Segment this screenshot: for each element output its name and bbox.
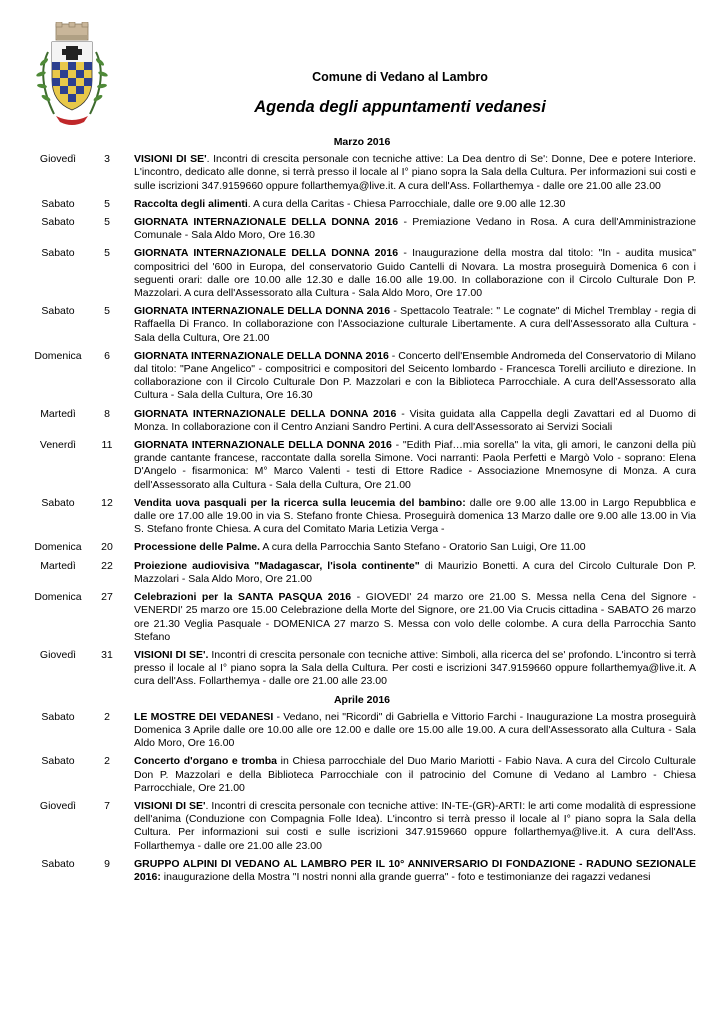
event-weekday: Domenica xyxy=(34,541,82,554)
event-description xyxy=(126,649,696,689)
month-heading: Aprile 2016 xyxy=(333,693,391,706)
event-weekday: Venerdì xyxy=(39,439,77,452)
event-weekday: Sabato xyxy=(41,216,75,229)
month-heading: Marzo 2016 xyxy=(333,136,391,148)
event-description xyxy=(126,247,696,300)
event-weekday: Sabato xyxy=(41,755,75,768)
event-description xyxy=(126,198,696,211)
event-body: - Visita guidata alla Cappella degli Zavattari ed al Duomo di Monza. In collaborazione con il Centro Anziani Sandro Pertini. A cura dell'Assessorato ai Servizi Sociali xyxy=(134,407,696,433)
event-date: 27 xyxy=(101,591,113,604)
event-row xyxy=(28,755,696,795)
event-description xyxy=(126,800,696,853)
event-body: - Inaugurazione della mostra dal titolo: "In - audita musica" compositrici del '600 in Europa, del conservatorio Guido Cantelli di Novara. La mostra proseguirà Domenica 6 con i seguenti orari: dalle ore 10.00 alle 12.30 e dalle 16.00 alle 19.00. In collaborazione con il Circolo Culturale Don P. Mazzolari. A cura dell'Assessorato alla Cultura - Sala Aldo Moro, Ore 17.00 xyxy=(134,247,696,300)
event-weekday: Giovedì xyxy=(39,153,77,166)
event-row xyxy=(28,858,696,884)
event-body: - Vedano, nei "Ricordi" di Gabriella e Vittorio Farchi - Inaugurazione La mostra proseguirà Domenica 3 Aprile dalle ore 10.00 alle ore 12.00 e dalle ore 15.00 alle 19.00. A cura dell'Assessorato alla Cultura - Sala Aldo Moro, Ore 16.00 xyxy=(134,710,696,750)
event-row xyxy=(28,711,696,751)
event-date: 5 xyxy=(104,216,110,229)
event-date: 20 xyxy=(101,541,113,554)
event-row xyxy=(28,408,696,434)
event-title: GRUPPO ALPINI DI VEDANO AL LAMBRO PER IL 10° ANNIVERSARIO DI FONDAZIONE - RADUNO SEZIONALE 2016: xyxy=(134,857,696,883)
event-title: GIORNATA INTERNAZIONALE DELLA DONNA 2016 xyxy=(134,216,399,229)
event-body: - "Edith Piaf…mia sorella" la vita, gli amori, le canzoni della più grande cantante francese, raccontate dalla sorella Simone. Voci narranti: Paola Perfetti e Margò Volo - soprano: Elena D'Angelo - fisarmonica: M° Marco Valenti - testi di Ettore Radice - Associazione Mnemosyne di Monza. A cura dell'Assessorato alla Cultura - Sala della Cultura, Ore 21.00 xyxy=(134,439,696,491)
event-body: in Chiesa parrocchiale del Duo Mario Mariotti - Fabio Nava. A cura del Circolo Culturale Don P. Mazzolari e della Biblioteca Parrocchiale con il patrocinio del Comune di Vedano al Lambro - Chiesa Parrocchiale, Ore 21.00 xyxy=(134,755,696,794)
event-weekday: Giovedì xyxy=(39,648,77,661)
event-description xyxy=(126,591,696,644)
event-row xyxy=(28,497,696,537)
event-description xyxy=(126,350,696,403)
event-row xyxy=(28,305,696,345)
event-title: Raccolta degli alimenti xyxy=(134,197,248,210)
event-date: 6 xyxy=(104,349,110,362)
event-body: Incontri di crescita personale con tecniche attive: Simboli, alla ricerca del se' profondo. L'incontro si terrà presso il locale al I° piano sopra la Sala della Cultura. Per costi e iscrizioni 347.9159660 oppure follarthemya@live.it. A cura dell'Ass. Follarthemya - dalle ore 21.00 alle 23.00 xyxy=(134,648,697,688)
event-weekday: Sabato xyxy=(41,305,75,318)
event-title: Celebrazioni per la SANTA PASQUA 2016 xyxy=(134,591,352,604)
event-title: GIORNATA INTERNAZIONALE DELLA DONNA 2016 xyxy=(134,349,389,362)
event-weekday: Martedì xyxy=(40,559,76,572)
event-body: - Premiazione Vedano in Rosa. A cura dell'Amministrazione Comunale - Sala Aldo Moro, Ore 16.30 xyxy=(134,216,696,242)
event-title: Concerto d'organo e tromba xyxy=(134,755,277,768)
event-weekday: Martedì xyxy=(40,407,76,420)
event-row xyxy=(28,350,696,403)
coat-of-arms-icon xyxy=(26,22,118,130)
event-row xyxy=(28,198,696,211)
event-weekday: Sabato xyxy=(41,710,75,723)
event-description xyxy=(126,711,696,751)
event-body: - GIOVEDI' 24 marzo ore 21.00 S. Messa nella Cena del Signore - VENERDI' 25 marzo ore 15.00 Celebrazione della Morte del Signore, ore 21.00 Via Crucis cittadina - SABATO 26 marzo ore 21.30 Veglia Pasquale - DOMENICA 27 marzo S. Messa con volo delle colombe. A cura della Parrocchia Santo Stefano xyxy=(134,591,696,643)
event-title: VISIONI DI SE' xyxy=(134,799,206,812)
event-date: 2 xyxy=(104,710,110,723)
event-row xyxy=(28,216,696,242)
event-description xyxy=(126,216,696,242)
event-date: 31 xyxy=(101,648,113,661)
event-description xyxy=(126,497,696,537)
event-date: 11 xyxy=(101,439,113,452)
event-body: . Incontri di crescita personale con tecniche attive: La Dea dentro di Se': Donne, Dee e potere Interiore. L'incontro, dedicato alle donne, si terrà presso il locale al I° piano sopra la Sala della Cultura. Per informazioni sui costi e sulle iscrizioni 347.9159660 oppure follarthemya@live.it. A cura dell'Ass. Follarthemya - dalle ore 21.00 alle 23.00 xyxy=(134,153,696,192)
event-body: . A cura della Caritas - Chiesa Parrocchiale, dalle ore 9.00 alle 12.30 xyxy=(247,197,566,210)
event-weekday: Giovedì xyxy=(39,799,77,812)
event-weekday: Sabato xyxy=(41,197,75,210)
agenda-title: Agenda degli appuntamenti vedanesi xyxy=(254,98,546,116)
event-description xyxy=(126,305,696,345)
event-description xyxy=(126,439,696,492)
event-body: - Spettacolo Teatrale: " Le cognate" di Michel Tremblay - regia di Raffaella Di Franco. In collaborazione con l'Associazione culturale Libertamente. A cura dell'Assessorato alla Cultura - Sala della Cultura, Ore 21.00 xyxy=(134,305,696,344)
event-row xyxy=(28,541,696,554)
event-title: GIORNATA INTERNAZIONALE DELLA DONNA 2016 xyxy=(134,439,392,452)
event-row xyxy=(28,439,696,492)
event-date: 2 xyxy=(104,755,110,768)
event-title: Processione delle Palme. xyxy=(134,541,261,554)
event-weekday: Domenica xyxy=(34,591,82,604)
event-date: 12 xyxy=(101,496,113,509)
event-row xyxy=(28,649,696,689)
event-description xyxy=(126,560,696,586)
event-row xyxy=(28,247,696,300)
event-title: GIORNATA INTERNAZIONALE DELLA DONNA 2016 xyxy=(134,247,399,260)
event-weekday: Sabato xyxy=(41,247,75,260)
event-date: 9 xyxy=(104,857,110,870)
event-description xyxy=(126,858,696,884)
event-body: inaugurazione della Mostra "I nostri nonni alla grande guerra" - foto e testimonianze dei ragazzi vedanesi xyxy=(160,870,651,883)
agenda-list xyxy=(28,136,696,889)
event-row xyxy=(28,800,696,853)
event-title: GIORNATA INTERNAZIONALE DELLA DONNA 2016 xyxy=(134,305,391,318)
event-row xyxy=(28,560,696,586)
event-weekday: Sabato xyxy=(41,857,75,870)
event-title: VISIONI DI SE'. xyxy=(134,648,209,661)
event-body: di Maurizio Bonetti. A cura del Circolo Culturale Don P. Mazzolari - Sala Aldo Moro, Ore 21.00 xyxy=(134,559,697,585)
coat-of-arms xyxy=(26,22,118,130)
event-weekday: Sabato xyxy=(41,496,75,509)
event-date: 3 xyxy=(104,153,110,166)
event-date: 5 xyxy=(104,247,110,260)
event-description xyxy=(126,408,696,434)
event-title: LE MOSTRE DEI VEDANESI xyxy=(134,710,274,723)
event-description xyxy=(126,755,696,795)
comune-title: Comune di Vedano al Lambro xyxy=(312,70,488,84)
event-title: Proiezione audiovisiva "Madagascar, l'isola continente" xyxy=(134,559,420,572)
event-title: GIORNATA INTERNAZIONALE DELLA DONNA 2016 xyxy=(134,407,397,420)
event-row xyxy=(28,591,696,644)
event-row xyxy=(28,153,696,193)
event-body: - Concerto dell'Ensemble Andromeda del Conservatorio di Milano dal titolo: "Pane Angelico" - compositrici e compositori del Seicento lombardo - Francesca Torelli arciliuto e direzione. In collaborazione con il Circolo Culturale Don P. Mazzolari e con la Biblioteca Parrocchiale. A cura dell'Assessorato alla Cultura - Sala della Cultura, Ore 16.30 xyxy=(134,349,696,402)
event-body: A cura della Parrocchia Santo Stefano - Oratorio San Luigi, Ore 11.00 xyxy=(260,541,586,554)
event-date: 8 xyxy=(104,407,110,420)
event-description xyxy=(126,541,696,554)
event-weekday: Domenica xyxy=(34,349,82,362)
event-date: 7 xyxy=(104,799,110,812)
event-description xyxy=(126,153,696,193)
event-body: . Incontri di crescita personale con tecniche attive: IN-TE-(GR)-ARTI: le arti come modalità di espressione dell'anima (Conduzione con Compagnia Folle Idea). L'incontro si terrà presso il locale al I° piano sopra la Sala della Cultura. Per informazioni sui costi e sulle iscrizioni 347.9159660 oppure follarthemya@live.it. A cura dell'Ass. Follarthemya - dalle ore 21.00 alle 23.00 xyxy=(134,799,696,852)
event-date: 5 xyxy=(104,305,110,318)
event-title: VISIONI DI SE' xyxy=(134,153,207,166)
event-date: 5 xyxy=(104,197,110,210)
event-title: Vendita uova pasquali per la ricerca sulla leucemia del bambino: xyxy=(134,496,466,509)
event-date: 22 xyxy=(101,559,113,572)
event-body: dalle ore 9.00 alle 13.00 in Largo Repubblica e dalle ore 17.00 alle 19.00 in via S. Stefano fronte Chiesa. Proseguirà domenica 13 Marzo dalle ore 9.00 alle 13.00 in Via S. Stefano fronte Chiesa. A cura del Comitato Maria Letizia Verga - xyxy=(134,496,696,536)
